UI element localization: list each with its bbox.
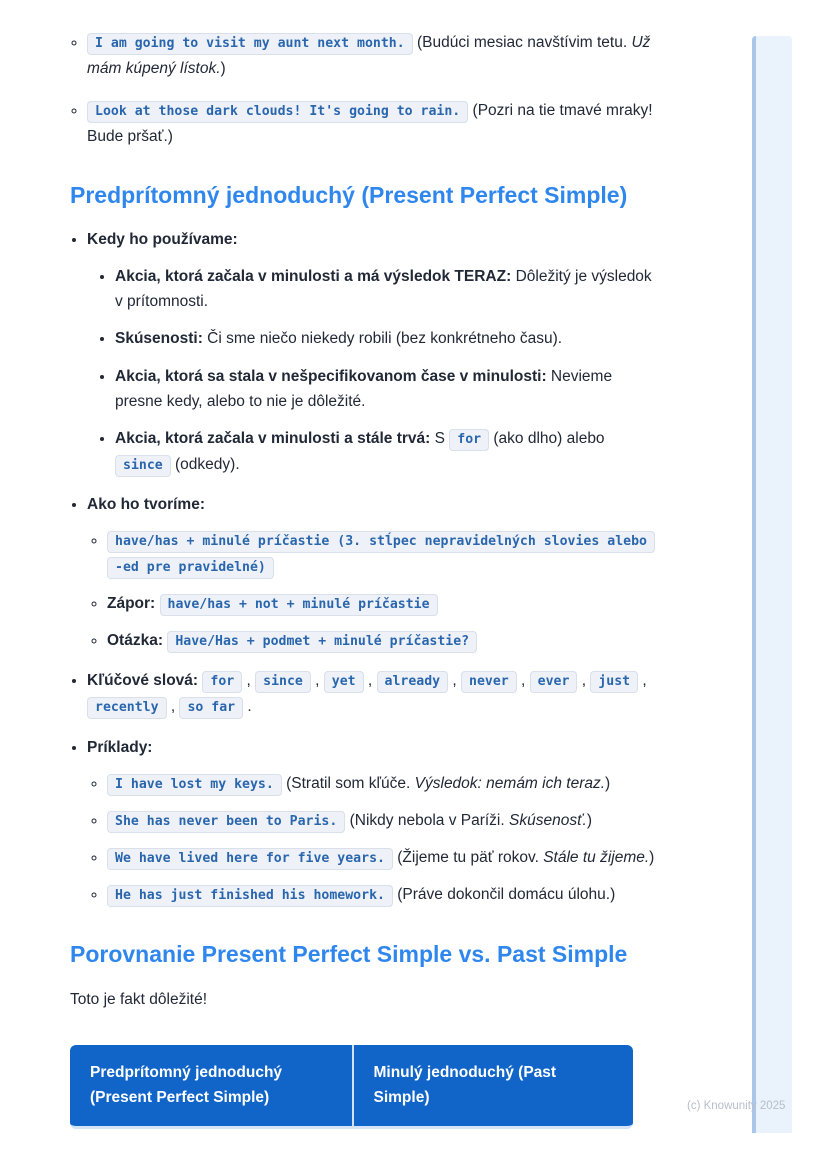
text-segment: Akcia, ktorá začala v minulosti a má výsledok TERAZ: bbox=[115, 268, 512, 286]
text-segment: ) bbox=[220, 60, 226, 78]
list-item bbox=[115, 364, 662, 414]
text-segment: Kľúčové slová: bbox=[87, 672, 199, 690]
page-edge-strip bbox=[752, 36, 792, 1133]
text-segment: ) bbox=[605, 774, 611, 792]
form-group bbox=[87, 492, 662, 654]
text-segment: S bbox=[430, 429, 450, 447]
code-chip: He has just finished his homework. bbox=[107, 885, 393, 907]
text-segment: (Pozri na tie tmavé mraky! Bude pršať.) bbox=[87, 102, 653, 146]
code-chip: never bbox=[461, 671, 517, 693]
document-content bbox=[70, 30, 662, 1129]
text-segment: . bbox=[243, 698, 252, 716]
list-item bbox=[107, 528, 662, 580]
text-segment: Výsledok: nemám ich teraz. bbox=[414, 774, 606, 792]
keywords-item bbox=[87, 668, 662, 720]
text-segment: (Práve dokončil domácu úlohu.) bbox=[392, 885, 616, 903]
text-segment: (Budúci mesiac navštívim tetu. bbox=[412, 34, 632, 51]
code-chip: just bbox=[590, 671, 638, 693]
text-segment: Zápor: bbox=[107, 595, 156, 613]
code-chip: recently bbox=[87, 697, 167, 719]
code-chip: have/has + minulé príčastie (3. stĺpec nepravidelných slovies alebo -ed pre pravidelné) bbox=[107, 531, 655, 579]
text-segment: (Žijeme tu päť rokov. bbox=[392, 848, 544, 866]
text-segment: (Nikdy nebola v Paríži. bbox=[345, 811, 509, 829]
text-segment: ) bbox=[586, 811, 593, 829]
text-segment: , bbox=[363, 672, 377, 690]
text-segment: , bbox=[242, 672, 256, 690]
text-segment bbox=[155, 595, 159, 612]
text-segment: Nevieme presne kedy, alebo to nie je dôležité. bbox=[115, 367, 613, 410]
code-chip: for bbox=[202, 671, 242, 693]
text-segment: Skúsenosť. bbox=[509, 811, 587, 829]
text-segment: ) bbox=[649, 848, 655, 866]
present-perfect-list bbox=[70, 227, 662, 908]
list-item bbox=[87, 30, 662, 81]
form-label: Ako ho tvoríme: bbox=[87, 495, 205, 513]
usage-items-list bbox=[87, 264, 662, 478]
text-segment: , bbox=[166, 698, 180, 716]
code-chip: I have lost my keys. bbox=[107, 774, 282, 796]
list-item bbox=[107, 771, 662, 797]
text-segment: , bbox=[516, 672, 530, 690]
code-chip: Have/Has + podmet + minulé príčastie? bbox=[167, 631, 477, 653]
usage-group bbox=[87, 227, 662, 478]
code-chip: ever bbox=[530, 671, 578, 693]
examples-label: Príklady: bbox=[87, 738, 153, 756]
text-segment: Akcia, ktorá začala v minulosti a stále trvá: bbox=[115, 429, 431, 447]
text-segment: Či sme niečo niekedy robili (bez konkrétneho času). bbox=[202, 330, 563, 348]
code-chip: so far bbox=[179, 697, 243, 719]
section-heading-comparison: Porovnanie Present Perfect Simple vs. Past Simple bbox=[70, 940, 628, 967]
code-chip: Look at those dark clouds! It's going to rain. bbox=[87, 101, 468, 123]
list-item bbox=[107, 882, 662, 908]
code-chip: already bbox=[377, 671, 449, 693]
text-segment: (ako dlho) alebo bbox=[489, 429, 605, 447]
section-heading-present-perfect: Predprítomný jednoduchý (Present Perfect Simple) bbox=[70, 182, 628, 209]
list-item bbox=[107, 808, 662, 834]
code-chip: since bbox=[115, 455, 171, 477]
text-segment: Skúsenosti: bbox=[115, 330, 203, 348]
text-segment: Akcia, ktorá sa stala v nešpecifikovanom čase v minulosti: bbox=[115, 367, 547, 385]
text-segment: Dôležitý je výsledok v prítomnosti. bbox=[115, 268, 652, 311]
examples-group bbox=[87, 735, 662, 908]
comparison-table-header bbox=[70, 1045, 633, 1130]
text-segment: (Stratil som kľúče. bbox=[281, 774, 415, 792]
text-segment: Už mám kúpený lístok. bbox=[87, 34, 651, 78]
code-chip: yet bbox=[324, 671, 364, 693]
form-items-list bbox=[87, 528, 662, 654]
list-item bbox=[87, 98, 662, 149]
comparison-note: Toto je fakt dôležité! bbox=[70, 990, 207, 1008]
watermark: (c) Knowunity 2025 bbox=[687, 1100, 786, 1112]
going-to-examples-list bbox=[70, 30, 662, 149]
code-chip: I am going to visit my aunt next month. bbox=[87, 33, 413, 55]
list-item bbox=[107, 845, 662, 871]
list-item bbox=[107, 628, 662, 654]
text-segment: , bbox=[448, 672, 462, 690]
text-segment: Otázka: bbox=[107, 632, 163, 650]
text-segment: , bbox=[577, 672, 591, 690]
list-item bbox=[115, 326, 662, 351]
code-chip: We have lived here for five years. bbox=[107, 848, 393, 870]
text-segment: , bbox=[310, 672, 324, 690]
list-item bbox=[115, 426, 662, 478]
table-header-cell-present-perfect: Predprítomný jednoduchý (Present Perfect Simple) bbox=[90, 1063, 283, 1106]
text-segment: Stále tu žijeme. bbox=[543, 848, 650, 866]
code-chip: since bbox=[255, 671, 311, 693]
table-header-cell-past-simple: Minulý jednoduchý (Past Simple) bbox=[352, 1045, 634, 1127]
code-chip: for bbox=[449, 429, 489, 451]
examples-items-list bbox=[87, 771, 662, 908]
usage-label: Kedy ho používame: bbox=[87, 231, 238, 249]
code-chip: have/has + not + minulé príčastie bbox=[160, 594, 438, 616]
text-segment: , bbox=[638, 672, 647, 690]
code-chip: She has never been to Paris. bbox=[107, 811, 345, 833]
list-item bbox=[115, 264, 662, 314]
list-item bbox=[107, 591, 662, 617]
text-segment: (odkedy). bbox=[170, 455, 240, 473]
